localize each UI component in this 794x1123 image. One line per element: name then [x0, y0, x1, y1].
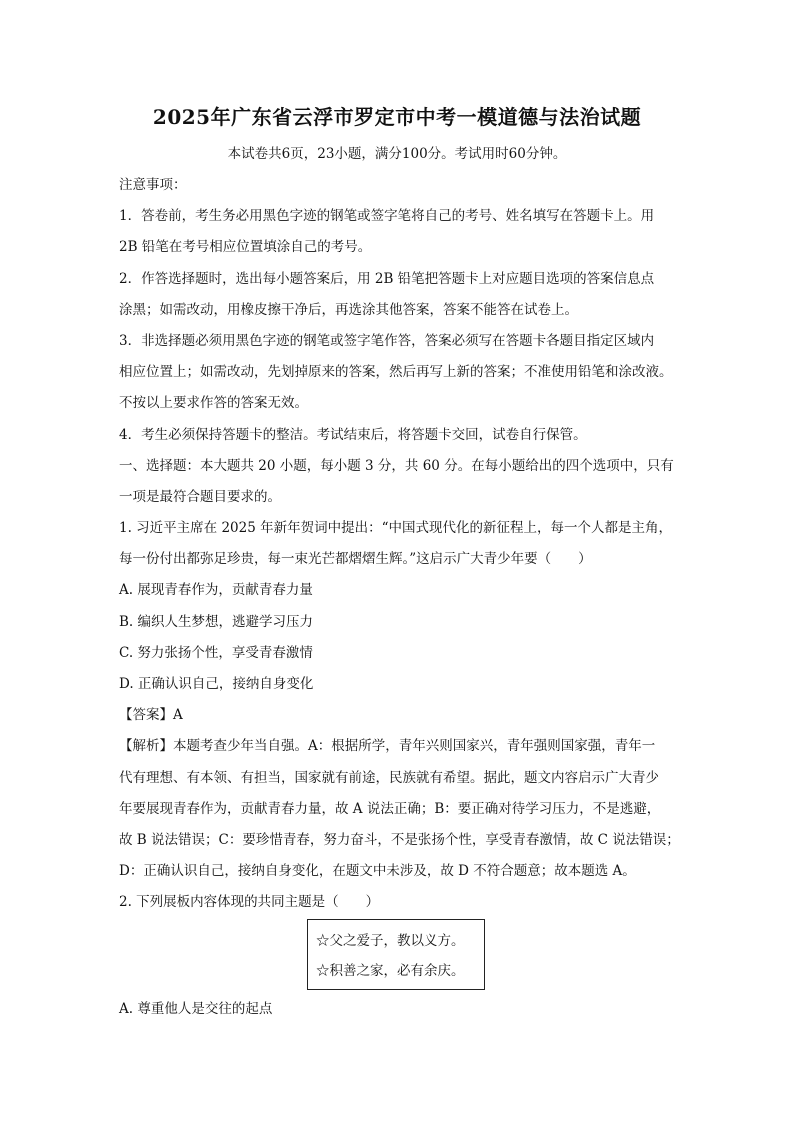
section-heading: 一项是最符合题目要求的。 [119, 489, 281, 505]
question-1-stem: 1. 习近平主席在 2025 年新年贺词中提出：“中国式现代化的新征程上，每一个人都是主角， [119, 520, 673, 536]
question-2-stem: 2. 下列展板内容体现的共同主题是（ ） [119, 894, 380, 910]
notice-line: 3．非选择题必须用黑色字迹的钢笔或签字笔作答，答案必须写在答题卡各题目指定区域内 [119, 333, 655, 349]
question-1-analysis: 【解析】本题考查少年当自强。A：根据所学，青年兴则国家兴，青年强则国家强，青年一 [119, 738, 656, 754]
notice-line: 涂黑；如需改动，用橡皮擦干净后，再选涂其他答案，答案不能答在试卷上。 [119, 302, 578, 318]
notice-line: 相应位置上；如需改动，先划掉原来的答案，然后再写上新的答案；不准使用铅笔和涂改液。 [119, 364, 673, 380]
question-1-option-a: A. 展现青春作为，贡献青春力量 [119, 582, 313, 598]
question-1-answer: 【答案】A [119, 707, 183, 723]
display-board-line: ☆积善之家，必有余庆。 [316, 963, 465, 979]
question-2-display-board [307, 919, 485, 990]
question-1-analysis: 代有理想、有本领、有担当，国家就有前途，民族就有希望。据此，题文内容启示广大青少 [119, 770, 659, 786]
question-1-analysis: 故 B 说法错误；C：要珍惜青春，努力奋斗，不是张扬个性，享受青春激情，故 C 说法错误； [119, 832, 680, 848]
question-1-option-d: D. 正确认识自己，接纳自身变化 [119, 676, 314, 692]
notice-line: 4．考生必须保持答题卡的整洁。考试结束后，将答题卡交回，试卷自行保管。 [119, 427, 587, 443]
notice-line: 2．作答选择题时，选出每小题答案后，用 2B 铅笔把答题卡上对应题目选项的答案信息点 [119, 271, 655, 287]
notice-line: 2B 铅笔在考号相应位置填涂自己的考号。 [119, 239, 372, 255]
question-2-option-a: A. 尊重他人是交往的起点 [119, 1001, 273, 1017]
notice-line: 不按以上要求作答的答案无效。 [119, 395, 308, 411]
exam-title: 2025年广东省云浮市罗定市中考一模道德与法治试题 [152, 105, 642, 129]
notice-line: 1．答卷前，考生务必用黑色字迹的钢笔或签字笔将自己的考号、姓名填写在答题卡上。用 [119, 208, 655, 224]
question-1-stem: 每一份付出都弥足珍贵，每一束光芒都熠熠生辉。”这启示广大青少年要（ ） [119, 551, 592, 567]
section-heading: 一、选择题：本大题共 20 小题，每小题 3 分，共 60 分。在每小题给出的四个选项中，只有 [119, 458, 674, 474]
question-1-analysis: D：正确认识自己，接纳自身变化，在题文中未涉及，故 D 不符合题意；故本题选 A。 [119, 863, 636, 879]
question-1-analysis: 年要展现青春作为，贡献青春力量，故 A 说法正确；B：要正确对待学习压力，不是逃避， [119, 801, 661, 817]
question-1-option-b: B. 编织人生梦想，逃避学习压力 [119, 614, 314, 630]
question-1-option-c: C. 努力张扬个性，享受青春激情 [119, 645, 313, 661]
exam-subtitle: 本试卷共6页，23小题，满分100分。考试用时60分钟。 [227, 146, 567, 162]
display-board-line: ☆父之爱子，教以义方。 [316, 933, 465, 949]
notice-heading: 注意事项： [119, 177, 187, 193]
